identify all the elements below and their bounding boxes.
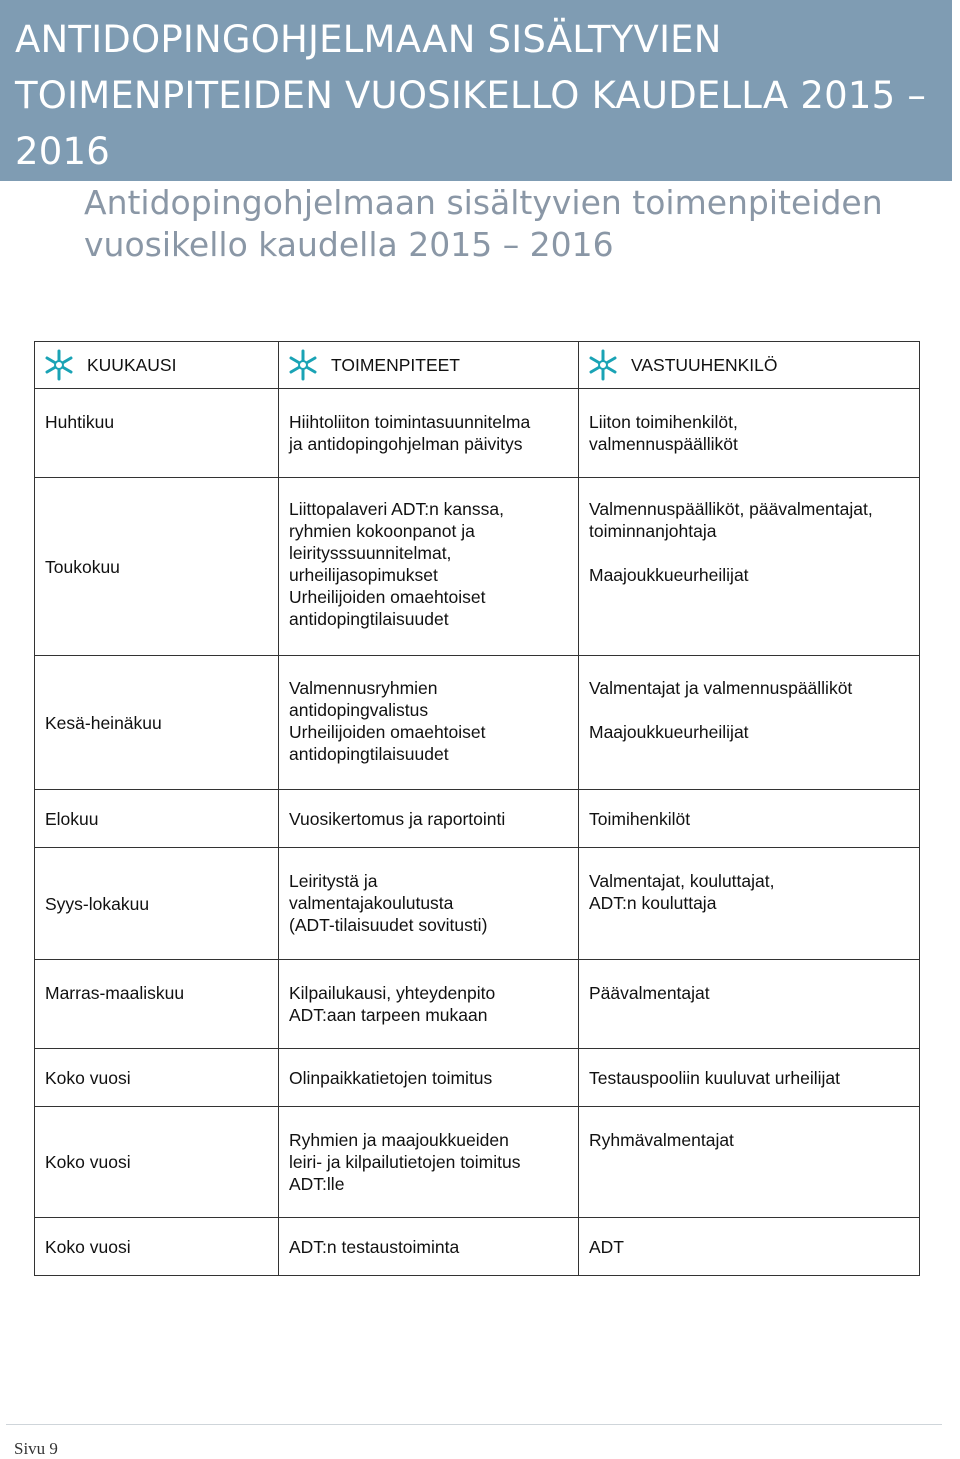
responsible-secondary-text: Maajoukkueurheilijat <box>589 565 749 585</box>
month-text: Koko vuosi <box>45 1236 131 1257</box>
page-subtitle: Antidopingohjelmaan sisältyvien toimenpiteiden vuosikello kaudella 2015 – 2016 <box>84 183 883 264</box>
responsible-text: Valmentajat ja valmennuspäälliköt <box>589 678 853 698</box>
schedule-table <box>34 341 920 1276</box>
table-row <box>35 389 920 478</box>
actions-text: ADT:n testaustoiminta <box>289 1236 460 1257</box>
month-cell <box>35 790 279 848</box>
header-responsible-label: VASTUUHENKILÖ <box>631 355 778 375</box>
actions-cell <box>279 848 579 960</box>
actions-text: Leiritystä ja valmentajakoulutusta (ADT-tilaisuudet sovitusti) <box>289 871 488 935</box>
table-row <box>35 478 920 656</box>
actions-cell <box>279 960 579 1049</box>
table-row <box>35 656 920 790</box>
responsible-cell <box>579 1049 920 1107</box>
responsible-cell <box>579 1107 920 1218</box>
actions-text: Ryhmien ja maajoukkueiden leiri- ja kilpailutietojen toimitus ADT:lle <box>289 1130 521 1194</box>
responsible-cell <box>579 960 920 1049</box>
month-text: Elokuu <box>45 808 99 829</box>
month-cell <box>35 478 279 656</box>
snowflake-star-icon <box>589 349 617 381</box>
actions-cell <box>279 478 579 656</box>
responsible-text: ADT <box>589 1236 624 1257</box>
responsible-text: Valmentajat, kouluttajat, ADT:n kouluttaja <box>589 871 775 913</box>
month-text: Koko vuosi <box>45 1152 131 1172</box>
responsible-cell <box>579 1218 920 1276</box>
responsible-text: Ryhmävalmentajat <box>589 1130 734 1150</box>
header-responsible-cell <box>579 342 920 389</box>
responsible-cell <box>579 478 920 656</box>
actions-cell <box>279 1107 579 1218</box>
header-actions-label: TOIMENPITEET <box>331 355 460 375</box>
month-text: Koko vuosi <box>45 1067 131 1088</box>
actions-cell <box>279 1049 579 1107</box>
month-text: Toukokuu <box>45 556 120 577</box>
month-text: Huhtikuu <box>45 412 115 432</box>
snowflake-star-icon <box>45 349 73 381</box>
responsible-text: Toimihenkilöt <box>589 808 691 829</box>
table-row <box>35 1049 920 1107</box>
footer-divider <box>6 1424 942 1425</box>
snowflake-star-icon <box>289 349 317 381</box>
month-cell <box>35 1107 279 1218</box>
month-text: Kesä-heinäkuu <box>45 712 162 733</box>
actions-cell <box>279 656 579 790</box>
responsible-text: Valmennuspäälliköt, päävalmentajat, toiminnanjohtaja <box>589 499 873 541</box>
header-actions-cell <box>279 342 579 389</box>
actions-cell <box>279 1218 579 1276</box>
table-header-row <box>35 342 920 389</box>
month-text: Syys-lokakuu <box>45 893 150 914</box>
table-row <box>35 1218 920 1276</box>
title-banner <box>0 0 952 181</box>
responsible-text: Testauspooliin kuuluvat urheilijat <box>589 1067 840 1088</box>
responsible-cell <box>579 656 920 790</box>
table-row <box>35 848 920 960</box>
month-cell <box>35 389 279 478</box>
actions-text: Liittopalaveri ADT:n kanssa, ryhmien kokoonpanot ja leiritysssuunnitelmat, urheilijasopimukset Urheilijoiden omaehtoiset antidopingtilaisuudet <box>289 499 504 629</box>
responsible-text: Päävalmentajat <box>589 983 710 1003</box>
month-cell <box>35 1049 279 1107</box>
page-number: Sivu 9 <box>14 1439 58 1458</box>
actions-cell <box>279 389 579 478</box>
month-cell <box>35 848 279 960</box>
month-text: Marras-maaliskuu <box>45 983 185 1003</box>
header-month-cell <box>35 342 279 389</box>
table-row <box>35 1107 920 1218</box>
page-title: ANTIDOPINGOHJELMAAN SISÄLTYVIEN TOIMENPITEIDEN VUOSIKELLO KAUDELLA 2015 – 2016 <box>15 18 927 173</box>
actions-text: Valmennusryhmien antidopingvalistus Urheilijoiden omaehtoiset antidopingtilaisuudet <box>289 678 486 764</box>
actions-text: Hiihtoliiton toimintasuunnitelma ja antidopingohjelman päivitys <box>289 412 531 454</box>
table-row <box>35 790 920 848</box>
month-cell <box>35 1218 279 1276</box>
month-cell <box>35 656 279 790</box>
actions-text: Kilpailukausi, yhteydenpito ADT:aan tarpeen mukaan <box>289 983 496 1025</box>
actions-text: Vuosikertomus ja raportointi <box>289 808 506 829</box>
table-row <box>35 960 920 1049</box>
month-cell <box>35 960 279 1049</box>
responsible-cell <box>579 790 920 848</box>
responsible-cell <box>579 848 920 960</box>
header-month-label: KUUKAUSI <box>87 355 177 375</box>
responsible-cell <box>579 389 920 478</box>
responsible-secondary-text: Maajoukkueurheilijat <box>589 722 749 742</box>
actions-cell <box>279 790 579 848</box>
actions-text: Olinpaikkatietojen toimitus <box>289 1067 493 1088</box>
responsible-text: Liiton toimihenkilöt, valmennuspäälliköt <box>589 412 738 454</box>
